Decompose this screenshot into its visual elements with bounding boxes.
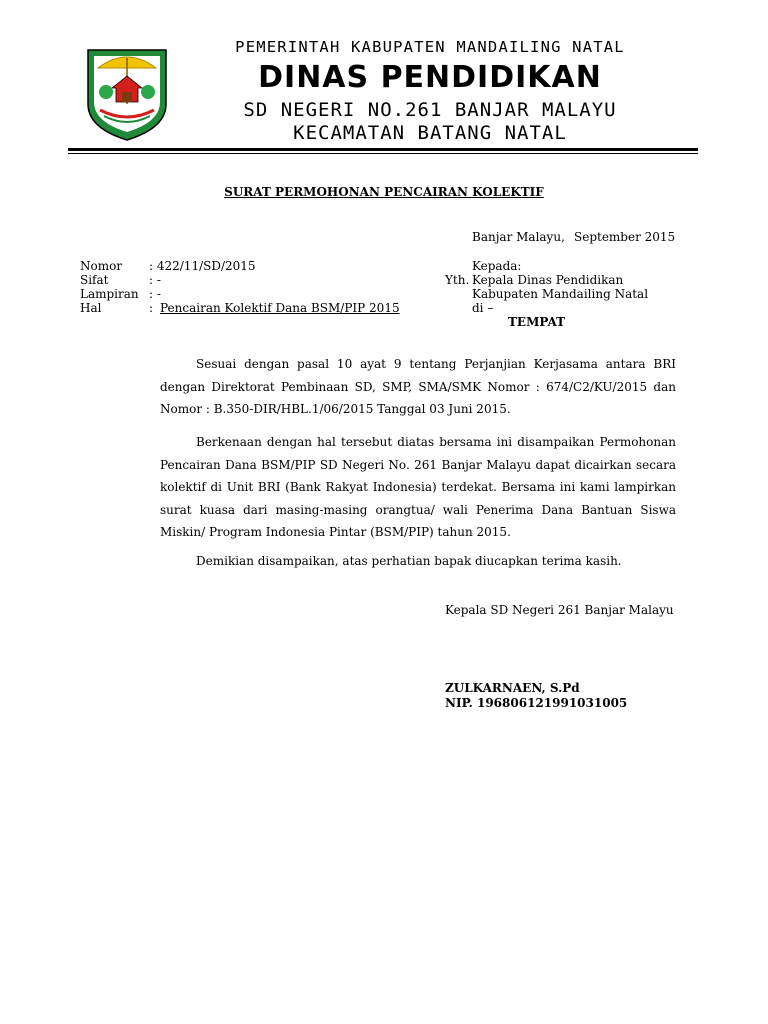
signature-nip: NIP. 196806121991031005 [445, 696, 628, 710]
recipient-line1: Kepala Dinas Pendidikan [472, 273, 624, 287]
district-name: KECAMATAN BATANG NATAL [293, 122, 567, 144]
sifat-value: : - [149, 273, 161, 287]
recipient-yth: Yth. [445, 273, 470, 287]
school-name: SD NEGERI NO.261 BANJAR MALAYU [243, 99, 617, 121]
letterhead-divider-thin [68, 153, 698, 154]
recipient-kepada: Kepada: [472, 259, 522, 273]
recipient-line3: di – [472, 301, 494, 315]
body-paragraph-3: Demikian disampaikan, atas perhatian bapak diucapkan terima kasih. [196, 554, 622, 568]
letter-title: SURAT PERMOHONAN PENCAIRAN KOLEKTIF [224, 185, 544, 199]
hal-colon: : [149, 301, 154, 315]
government-name: PEMERINTAH KABUPATEN MANDAILING NATAL [235, 38, 625, 56]
nomor-value: : 422/11/SD/2015 [149, 259, 256, 273]
department-name: DINAS PENDIDIKAN [258, 60, 602, 95]
sifat-label: Sifat [80, 273, 109, 287]
hal-value: Pencairan Kolektif Dana BSM/PIP 2015 [160, 301, 400, 315]
lampiran-value: : - [149, 287, 161, 301]
letter-place: Banjar Malayu, [472, 230, 565, 244]
body-paragraph-2: Berkenaan dengan hal tersebut diatas bersama ini disampaikan Permohonan Pencairan Dana BSM/PIP SD Negeri No. 261 Banjar Malayu dapat dicairkan secara kolektif di Unit BRI (Bank Rakyat Indonesia) terdekat. Bersama ini kami lampirkan surat kuasa dari masing-masing orangtua/ wali Penerima Dana Bantuan Siswa Miskin/ Program Indonesia Pintar (BSM/PIP) tahun 2015. [160, 435, 676, 539]
signature-position: Kepala SD Negeri 261 Banjar Malayu [445, 603, 674, 617]
letter-date: September 2015 [574, 230, 676, 244]
recipient-line2: Kabupaten Mandailing Natal [472, 287, 649, 301]
hal-label: Hal [80, 301, 102, 315]
recipient-line4: TEMPAT [508, 315, 566, 329]
body-paragraph-1: Sesuai dengan pasal 10 ayat 9 tentang Perjanjian Kerjasama antara BRI dengan Direktorat Pembinaan SD, SMP, SMA/SMK Nomor : 674/C2/KU/2015 dan Nomor : B.350-DIR/HBL.1/06/2015 Tanggal 03 Juni 2015. [160, 357, 676, 416]
lampiran-label: Lampiran [80, 287, 139, 301]
signature-name: ZULKARNAEN, S.Pd [445, 681, 580, 695]
letterhead-divider-thick [68, 148, 698, 151]
nomor-label: Nomor [80, 259, 123, 273]
